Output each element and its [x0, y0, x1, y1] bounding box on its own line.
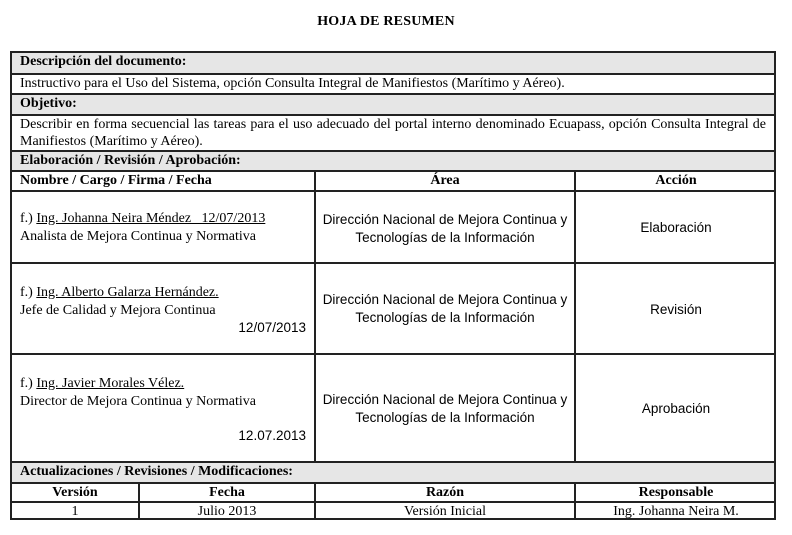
elaboracion-person: [20, 210, 310, 246]
area-text: Dirección Nacional de Mejora Continua y Tecnologías de la Información: [322, 212, 568, 245]
fecha-cell: Julio 2013: [197, 504, 257, 519]
header-fecha: Fecha: [209, 485, 245, 500]
person-role: Jefe de Calidad y Mejora Continua: [20, 303, 216, 318]
area-text: Dirección Nacional de Mejora Continua y Tecnologías de la Información: [322, 392, 568, 425]
person-role: Director de Mejora Continua y Normativa: [20, 394, 256, 409]
divider: [12, 190, 774, 192]
firma-prefix: f.): [20, 285, 37, 300]
revision-person: [20, 284, 310, 320]
firma-prefix: f.): [20, 376, 37, 391]
accion-text: Elaboración: [640, 220, 712, 235]
person-name: Ing. Alberto Galarza Hernández.: [36, 285, 219, 300]
column-divider: [574, 484, 576, 520]
header-accion: Acción: [655, 173, 697, 188]
responsable-cell: Ing. Johanna Neira M.: [613, 504, 739, 519]
column-divider: [138, 484, 140, 520]
person-name: Ing. Javier Morales Vélez.: [36, 376, 185, 391]
version-cell: 1: [71, 504, 79, 519]
summary-table: [10, 51, 776, 520]
elaboracion-label: Elaboración / Revisión / Aprobación:: [12, 152, 774, 170]
area-text: Dirección Nacional de Mejora Continua y Tecnologías de la Información: [322, 292, 568, 325]
firma-prefix: f.): [20, 211, 37, 226]
column-divider: [574, 172, 576, 461]
header-area: Área: [430, 173, 460, 188]
person-date: 12.07.2013: [238, 428, 306, 443]
page-title: HOJA DE RESUMEN: [317, 14, 455, 29]
objetivo-text: Describir en forma secuencial las tareas para el uso adecuado del portal interno denominado Ecuapass, opción Consulta Integral de Manifiestos (Marítimo y Aéreo).: [20, 117, 766, 149]
header-responsable: Responsable: [638, 485, 714, 500]
column-divider: [314, 172, 316, 461]
aprobacion-person: [20, 375, 310, 411]
person-name: Ing. Johanna Neira Méndez 12/07/2013: [36, 211, 266, 226]
objetivo-label: Objetivo:: [12, 95, 774, 114]
person-date: 12/07/2013: [238, 320, 306, 335]
header-version: Versión: [52, 485, 98, 500]
descripcion-text: Instructivo para el Uso del Sistema, opción Consulta Integral de Manifiestos (Marítimo y Aéreo).: [20, 76, 565, 91]
actualizaciones-label: Actualizaciones / Revisiones / Modificaciones:: [12, 463, 774, 482]
header-nombre: Nombre / Cargo / Firma / Fecha: [20, 173, 212, 188]
accion-text: Aprobación: [641, 401, 711, 416]
accion-text: Revisión: [650, 302, 702, 317]
descripcion-label: Descripción del documento:: [12, 53, 774, 73]
razon-cell: Versión Inicial: [403, 504, 487, 519]
person-role: Analista de Mejora Continua y Normativa: [20, 229, 256, 244]
divider: [12, 262, 774, 264]
divider: [12, 353, 774, 355]
column-divider: [314, 484, 316, 520]
header-razon: Razón: [425, 485, 465, 500]
